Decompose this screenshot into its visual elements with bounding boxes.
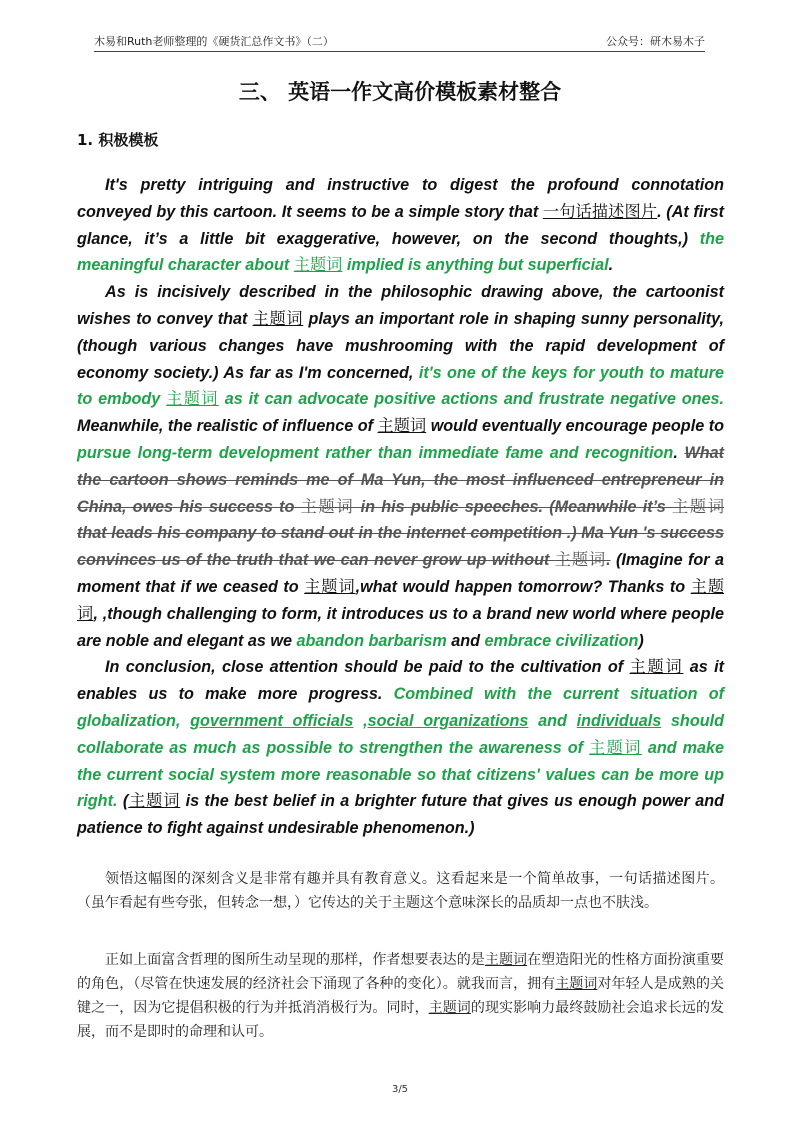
essay-paragraph-3: In conclusion, close attention should be paid to the cultivation of 主题词 as it enables us to make more progress. Combined with the current situation of globalization, government officials ,social organizations and individuals should collaborate as much as possible to strengthen the awareness of 主题词 and make the current social system more reasonable so that citizens' values can be more up right. (主题词 is the best belief in a brighter future that gives us enough power and patience to fight against undesirable phenomenon.) [77, 658, 725, 838]
chinese-translation-2: 正如上面富含哲理的图所生动呈现的那样，作者想要表达的是主题词在塑造阳光的性格方面扮演重要的角色，（尽管在快速发展的经济社会下涌现了各种的变化）。就我而言，拥有主题词对年轻人是成熟的关键之一，因为它提倡积极的行为并抵消消极行为。同时，主题词的现实影响力最终鼓励社会追求长远的发展，而不是即时的命理和认可。 [77, 952, 725, 1040]
essay-paragraph-2: As is incisively described in the philosophic drawing above, the cartoonist wishes to convey that 主题词 plays an important role in shaping sunny personality,(though various changes have mushrooming with the rapid development of economy society.) As far as I'm concerned, it's one of the keys for youth to mature to embody 主题词 as it can advocate positive actions and frustrate negative ones. Meanwhile, the realistic of influence of 主题词 would eventually encourage people to pursue long-term development rather than immediate fame and recognition. What the cartoon shows reminds me of Ma Yun, the most influenced entrepreneur in China, owes his success to 主题词 in his public speeches. (Meanwhile it’s 主题词 that leads his company to stand out in the internet competition .) Ma Yun 's success convinces us of the truth that we can never grow up without 主题词. (Imagine for a moment that if we ceased to 主题词,what would happen tomorrow? Thanks to 主题词, ,though challenging to form, it introduces us to a brand new world where people are noble and elegant as we abandon barbarism and embrace civilization) [77, 283, 725, 650]
section-heading: 1. 积极模板 [77, 131, 159, 149]
header-book-title: 木易和Ruth老师整理的《硬货汇总作文书》（二） [94, 35, 334, 48]
chinese-translation-1: 领悟这幅图的深刻含义是非常有趣并具有教育意义。这看起来是一个简单故事，一句话描述图片。（虽乍看起有些夸张，但转念一想，）它传达的关于主题这个意味深长的品质却一点也不肤浅。 [77, 871, 724, 911]
page-title: 三、 英语一作文高价模板素材整合 [238, 80, 562, 104]
english-essay [77, 172, 724, 842]
essay-paragraph-1: It's pretty intriguing and instructive to digest the profound connotation conveyed by this cartoon. It seems to be a simple story that 一句话描述图片. (At first glance, it’s a little bit exaggerative, however, on the second thoughts,) the meaningful character about 主题词 implied is anything but superficial. [77, 176, 724, 275]
page-number: 3/5 [391, 1084, 409, 1095]
header-account: 公众号：研木易木子 [606, 35, 705, 48]
page-header [94, 33, 705, 52]
